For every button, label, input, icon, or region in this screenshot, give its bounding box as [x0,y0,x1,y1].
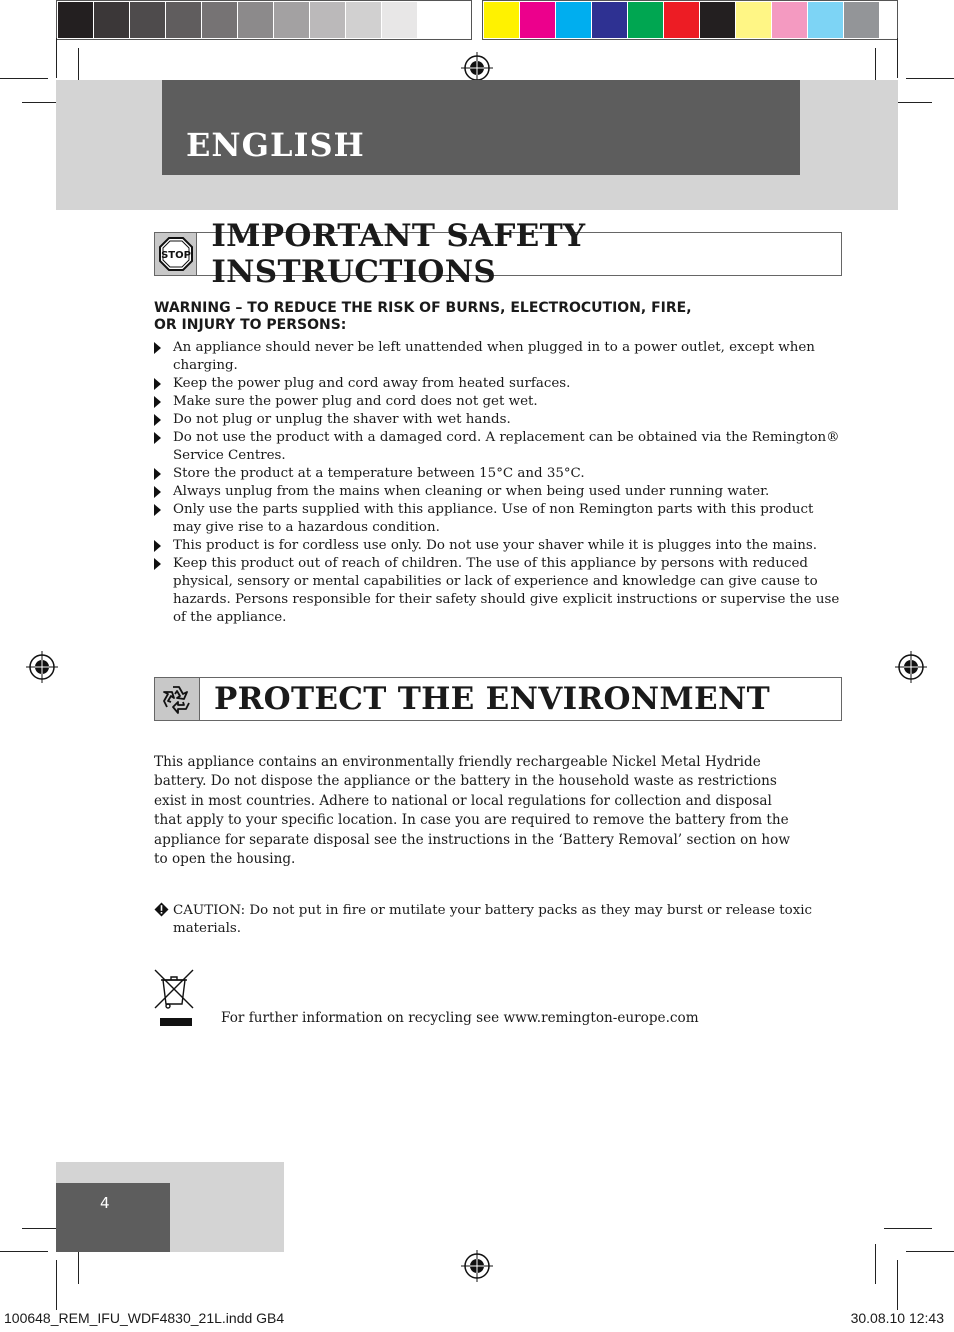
recycle-icon [155,678,200,720]
crop-mark [875,1244,876,1284]
list-item-text: Store the product at a temperature between 15°C and 35°C. [173,466,585,481]
safety-list [154,339,844,627]
recycling-info: For further information on recycling see www.remington-europe.com [221,1010,699,1026]
color-swatch [844,2,880,38]
list-item-text: Only use the parts supplied with this appliance. Use of non Remington parts with this product may give rise to a hazardous condition. [173,502,814,535]
gray-swatch [310,2,346,38]
list-item-text: Keep the power plug and cord away from heated surfaces. [173,376,571,391]
warning-icon [154,902,169,922]
list-item [154,555,844,627]
safety-heading-title: IMPORTANT SAFETY INSTRUCTIONS [211,218,586,290]
caution-text: CAUTION: Do not put in fire or mutilate your battery packs as they may burst or release toxic materials. [173,903,813,936]
gray-swatch [382,2,418,38]
list-item [154,411,844,429]
caution-note [154,902,814,938]
color-swatch [484,2,520,38]
stop-sign-icon [155,233,197,275]
color-swatch [520,2,556,38]
color-swatch [772,2,808,38]
list-item-text: Do not use the product with a damaged cord. A replacement can be obtained via the Remington® Service Centres. [173,430,840,463]
warning-title-line: OR INJURY TO PERSONS: [154,317,347,333]
gray-swatch [346,2,382,38]
gray-swatch [94,2,130,38]
slug-date: 30.08.10 12:43 [850,1310,944,1326]
environment-heading-title: PROTECT THE ENVIRONMENT [214,681,770,717]
bullet-arrow-icon [154,504,161,516]
gray-swatch [238,2,274,38]
crossed-out-bin-icon [152,968,196,1030]
color-swatch [700,2,736,38]
list-item [154,429,844,465]
gray-swatch [202,2,238,38]
color-swatches [484,2,880,38]
bullet-arrow-icon [154,432,161,444]
bullet-arrow-icon [154,558,161,570]
bullet-arrow-icon [154,486,161,498]
gray-swatch [130,2,166,38]
crop-mark [0,78,48,79]
list-item-text: An appliance should never be left unattended when plugged in to a power outlet, except when charging. [173,340,815,373]
gray-swatch [58,2,94,38]
list-item-text: Do not plug or unplug the shaver with wet hands. [173,412,511,427]
list-item [154,393,844,411]
color-swatch [592,2,628,38]
color-swatch [628,2,664,38]
bullet-arrow-icon [154,396,161,408]
list-item [154,501,844,537]
color-swatch [556,2,592,38]
gray-swatch [418,2,454,38]
crop-mark [884,1228,932,1229]
slug-filename: 100648_REM_IFU_WDF4830_21L.indd GB4 [4,1310,285,1326]
list-item [154,537,844,555]
crop-mark [906,1251,954,1252]
warning-title-line: WARNING – TO REDUCE THE RISK OF BURNS, ELECTROCUTION, FIRE, [154,300,692,316]
list-item-text: Make sure the power plug and cord does not get wet. [173,394,538,409]
color-swatch [808,2,844,38]
crop-mark [906,78,954,79]
environment-heading [154,677,842,721]
stop-sign-label: STOP [160,250,191,261]
crop-mark [56,38,57,78]
color-swatch [736,2,772,38]
bullet-arrow-icon [154,468,161,480]
environment-paragraph: This appliance contains an environmentally friendly rechargeable Nickel Metal Hydride battery. Do not dispose the appliance or the battery in the household waste as restrictions exist in most countries. Adhere to national or local regulations for collection and disposal that apply to your specific location. In case you are required to remove the battery from the appliance for separate disposal see the instructions in the ‘Battery Removal’ section on how to open the housing. [154,754,790,868]
list-item [154,339,844,375]
registration-mark-icon [461,1250,493,1282]
list-item [154,483,844,501]
grayscale-swatches [58,2,454,38]
registration-mark-icon [26,651,58,683]
bullet-arrow-icon [154,342,161,354]
list-item-text: This product is for cordless use only. Do not use your shaver while it is plugges into the mains. [173,538,818,553]
bullet-arrow-icon [154,414,161,426]
safety-heading [154,218,842,290]
crop-mark [897,1260,898,1310]
warning-title [154,300,804,334]
crop-mark [897,38,898,78]
page-title: ENGLISH [186,126,365,164]
list-item-text: Keep this product out of reach of children. The use of this appliance by persons with reduced physical, sensory or mental capabilities or lack of experience and knowledge can give cause to hazards. Persons responsible for their safety should give explicit instructions or supervise the use of the appliance. [173,556,840,625]
list-item-text: Always unplug from the mains when cleaning or when being used under running water. [173,484,770,499]
crop-mark [0,1251,48,1252]
bullet-arrow-icon [154,378,161,390]
list-item [154,465,844,483]
page-number: 4 [100,1194,110,1212]
gray-swatch [274,2,310,38]
color-swatch [664,2,700,38]
crop-mark [56,1260,57,1310]
registration-mark-icon [895,651,927,683]
list-item [154,375,844,393]
page-tab [56,1183,170,1252]
bullet-arrow-icon [154,540,161,552]
gray-swatch [166,2,202,38]
